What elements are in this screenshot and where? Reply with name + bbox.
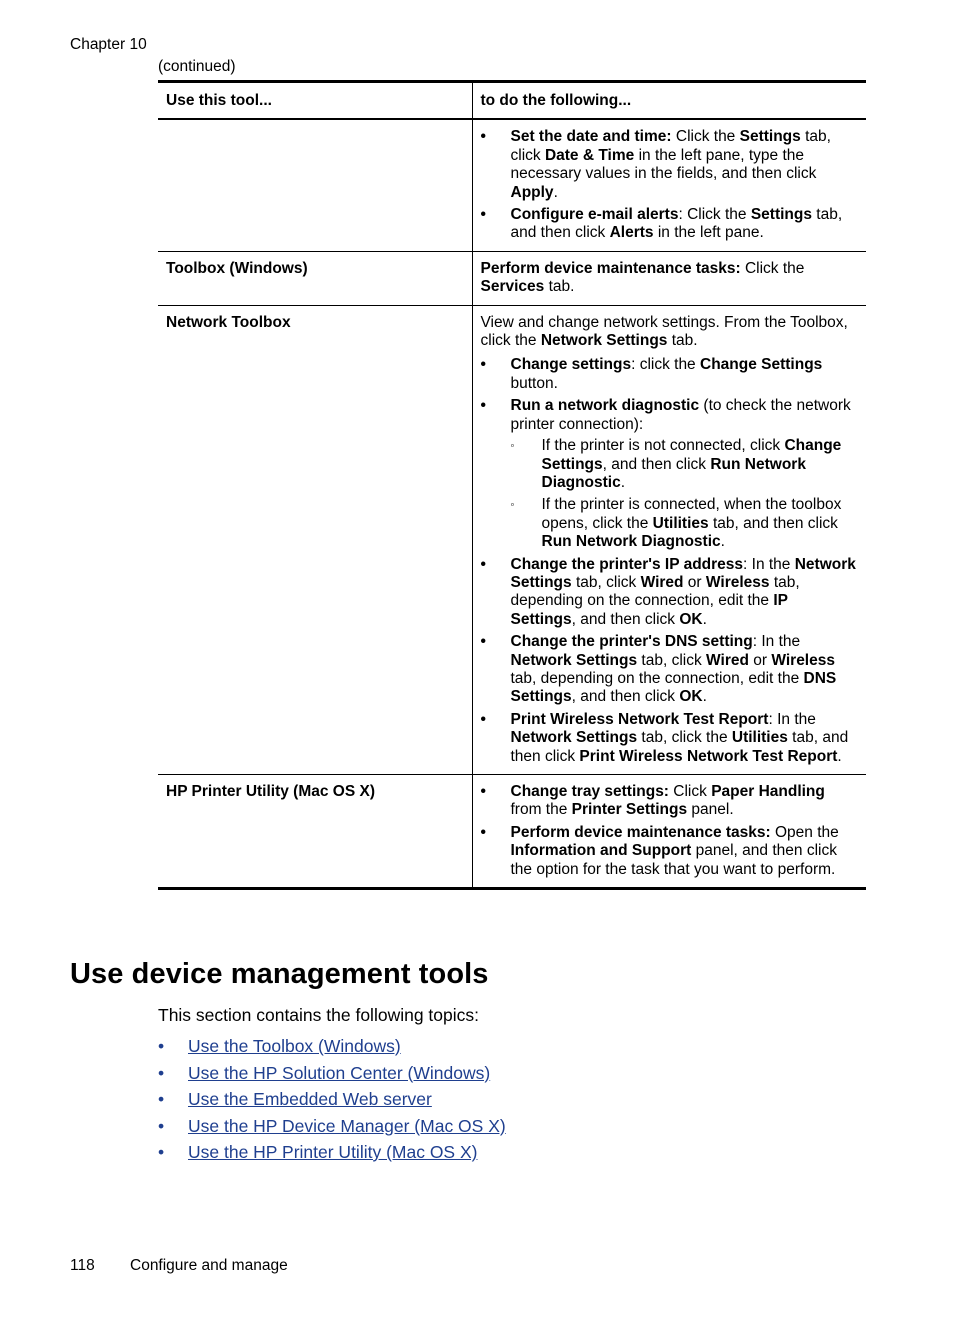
link-embedded-web-server[interactable]: Use the Embedded Web server (188, 1089, 432, 1109)
bullet-list (481, 783, 857, 879)
list-item: • Perform device maintenance tasks: Open the Information and Support panel, and then click the option for the task that you want to perform. (480, 823, 839, 878)
bullet-list (481, 128, 857, 242)
bullet-icon: • (480, 783, 486, 800)
chapter-label: Chapter 10 (70, 36, 147, 53)
page-footer (70, 1257, 288, 1275)
topic-links (158, 1036, 506, 1169)
list-item: • Change the printer's DNS setting: In the Network Settings tab, click Wired or Wireless tab, depending on the connection, edit the DNS Settings, and then click OK. (480, 633, 837, 706)
tool-name (158, 119, 472, 251)
link-hp-device-manager[interactable]: Use the HP Device Manager (Mac OS X) (188, 1115, 506, 1136)
col2-header: to do the following... (472, 82, 866, 120)
sub-bullet-list (511, 437, 857, 551)
list-item (158, 1116, 506, 1143)
list-item: • Change the printer's IP address: In the Network Settings tab, click Wired or Wireless tab, depending on the connection, edit the IP Settings, and then click OK. (480, 555, 856, 628)
list-item (158, 1089, 506, 1116)
table-row (158, 775, 866, 889)
tool-name: HP Printer Utility (Mac OS X) (166, 783, 376, 800)
list-item: • Print Wireless Network Test Report: In the Network Settings tab, click the Utilities tab, and then click Print Wireless Network Test Report. (480, 710, 849, 765)
tool-actions (472, 775, 866, 889)
circle-bullet-icon: ◦ (510, 499, 515, 512)
bullet-icon: • (480, 555, 486, 573)
link-toolbox-windows[interactable]: Use the Toolbox (Windows) (188, 1036, 401, 1056)
list-item: • Run a network diagnostic (to check the network printer connection): ◦ If the printer is not connected, click Change Settings, and then click Run Network Diagnostic. ◦ If the printer is connected, when the toolbox opens, click the Utilities tab, and then click Run Network Diagnostic. (481, 397, 857, 551)
tool-actions (472, 305, 866, 774)
list-item (158, 1142, 506, 1169)
bullet-icon: • (480, 206, 486, 224)
table-row (158, 251, 866, 305)
table-row (158, 119, 866, 251)
bullet-icon: • (480, 633, 486, 651)
topics-intro: This section contains the following topics: (158, 1005, 479, 1025)
list-item: • Change settings: click the Change Settings button. (480, 356, 823, 392)
bullet-icon: • (480, 710, 486, 728)
bullet-list (481, 356, 857, 766)
bullet-icon: • (158, 1142, 165, 1162)
list-item: • Set the date and time: Click the Settings tab, click Date & Time in the left pane, type the necessary values in the fields, and then click Apply. (480, 128, 831, 201)
tool-actions (472, 119, 866, 251)
bullet-icon: • (158, 1062, 165, 1083)
bullet-icon: • (480, 128, 486, 146)
network-intro: View and change network settings. From the Toolbox, click the Network Settings tab. (480, 313, 848, 350)
bullet-icon: • (158, 1036, 165, 1056)
bullet-icon: • (480, 356, 486, 374)
tool-actions: Perform device maintenance tasks: Click the Services tab. (472, 251, 866, 305)
col1-header: Use this tool... (166, 92, 272, 109)
continued-label: (continued) (158, 58, 236, 75)
tool-name: Toolbox (Windows) (166, 259, 308, 277)
table-header-row (158, 82, 866, 120)
list-item (158, 1036, 506, 1063)
sub-list-item: ◦ If the printer is connected, when the toolbox opens, click the Utilities tab, and then click Run Network Diagnostic. (510, 496, 842, 551)
bullet-icon: • (158, 1115, 165, 1136)
list-item: • Change tray settings: Click Paper Handling from the Printer Settings panel. (480, 783, 825, 819)
sub-list-item: ◦ If the printer is not connected, click Change Settings, and then click Run Network Diagnostic. (510, 437, 842, 491)
footer-section: Configure and manage (130, 1257, 288, 1274)
bullet-icon: • (158, 1089, 165, 1109)
tools-table (158, 80, 866, 890)
link-hp-printer-utility[interactable]: Use the HP Printer Utility (Mac OS X) (188, 1142, 478, 1162)
section-title: Use device management tools (70, 958, 489, 990)
bullet-icon: • (480, 823, 486, 841)
link-hp-solution-center[interactable]: Use the HP Solution Center (Windows) (188, 1062, 491, 1083)
tool-name: Network Toolbox (166, 313, 291, 331)
list-item (158, 1063, 506, 1090)
list-item: • Configure e-mail alerts: Click the Settings tab, and then click Alerts in the left pane. (480, 206, 843, 242)
table-row (158, 305, 866, 774)
circle-bullet-icon: ◦ (510, 440, 515, 453)
page-number: 118 (70, 1257, 95, 1274)
bullet-icon: • (480, 397, 486, 415)
